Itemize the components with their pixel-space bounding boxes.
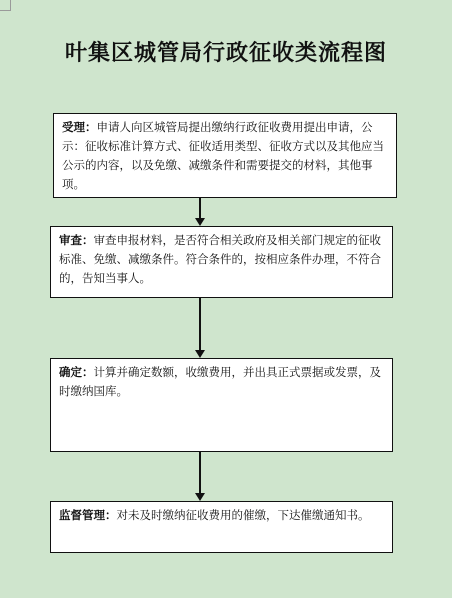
step-confirm-label: 确定： <box>59 365 94 379</box>
page-corner-mark <box>0 0 11 11</box>
arrow-confirm-to-supervise <box>195 452 205 501</box>
step-review-text: 审查申报材料，是否符合相关政府及相关部门规定的征收标准、免缴、减缴条件。符合条件的，按相应条件办理，不符合的，告知当事人。 <box>59 233 381 285</box>
step-accept-label: 受理： <box>62 120 97 134</box>
step-review-label: 审查： <box>59 233 94 247</box>
step-supervise-label: 监督管理： <box>59 508 117 522</box>
step-review-box <box>50 226 393 298</box>
arrow-accept-to-review <box>195 198 205 226</box>
diagram-title: 叶集区城管局行政征收类流程图 <box>64 41 387 66</box>
step-confirm-box <box>50 358 393 452</box>
step-accept-box <box>53 113 397 198</box>
step-supervise-box <box>50 501 393 553</box>
step-confirm-text: 计算并确定数额，收缴费用，并出具正式票据或发票，及时缴纳国库。 <box>59 365 381 398</box>
step-supervise-text: 对未及时缴纳征收费用的催缴，下达催缴通知书。 <box>116 508 370 522</box>
step-accept-text: 申请人向区城管局提出缴纳行政征收费用提出申请，公示：征收标准计算方式、征收适用类型、征收方式以及其他应当公示的内容，以及免缴、减缴条件和需要提交的材料，其他事项。 <box>62 120 384 191</box>
arrow-review-to-confirm <box>195 298 205 358</box>
